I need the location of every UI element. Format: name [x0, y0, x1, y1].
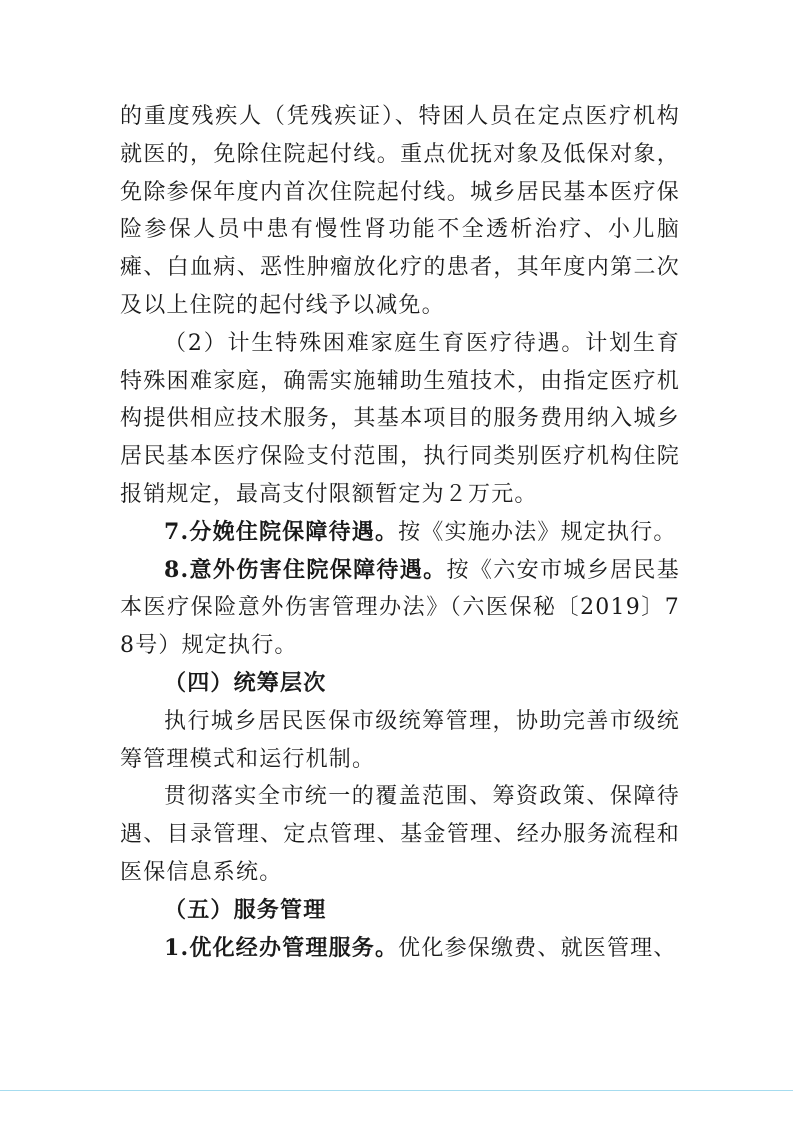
paragraph-childbirth-hospitalization — [120, 514, 680, 552]
footer-divider — [0, 1090, 793, 1091]
section-heading-service-management: （五）服务管理 — [164, 896, 327, 923]
paragraph-lead: 7.分娩住院保障待遇。 — [164, 518, 399, 545]
paragraph-text: 按《实施办法》规定执行。 — [398, 519, 677, 545]
paragraph-exemption-rules — [120, 98, 680, 325]
paragraph-text: 按《六安市城乡居民基本医疗保险意外伤害管理办法》（六医保秘〔2019〕78号）规定执行。 — [120, 557, 680, 659]
document-body — [120, 98, 680, 967]
paragraph-text: 执行城乡居民医保市级统筹管理，协助完善市级统筹管理模式和运行机制。 — [120, 708, 680, 772]
paragraph-text: （2）计生特殊困难家庭生育医疗待遇。计划生育特殊困难家庭，确需实施辅助生殖技术，由指定医疗机构提供相应技术服务，其基本项目的服务费用纳入城乡居民基本医疗保险支付范围，执行同类别医疗机构住院报销规定，最高支付限额暂定为２万元。 — [120, 330, 680, 507]
paragraph-lead: 1.优化经办管理服务。 — [164, 934, 399, 961]
paragraph-text: 优化参保缴费、就医管理、 — [398, 935, 677, 961]
paragraph-lead: 8.意外伤害住院保障待遇。 — [164, 556, 447, 583]
paragraph-family-planning-medical — [120, 325, 680, 514]
paragraph-optimize-services — [120, 930, 680, 968]
paragraph-text: 的重度残疾人（凭残疾证）、特困人员在定点医疗机构就医的，免除住院起付线。重点优抚对象及低保对象，免除参保年度内首次住院起付线。城乡居民基本医疗保险参保人员中患有慢性肾功能不全透析治疗、小儿脑瘫、白血病、恶性肿瘤放化疗的患者，其年度内第二次及以上住院的起付线予以减免。 — [120, 104, 680, 318]
paragraph-municipal-coordination — [120, 703, 680, 779]
paragraph-text: 贯彻落实全市统一的覆盖范围、筹资政策、保障待遇、目录管理、定点管理、基金管理、经办服务流程和医保信息系统。 — [120, 784, 680, 885]
section-heading-coordination-level: （四）统筹层次 — [164, 669, 327, 696]
paragraph-accident-hospitalization — [120, 552, 680, 665]
paragraph-unified-policies — [120, 778, 680, 891]
